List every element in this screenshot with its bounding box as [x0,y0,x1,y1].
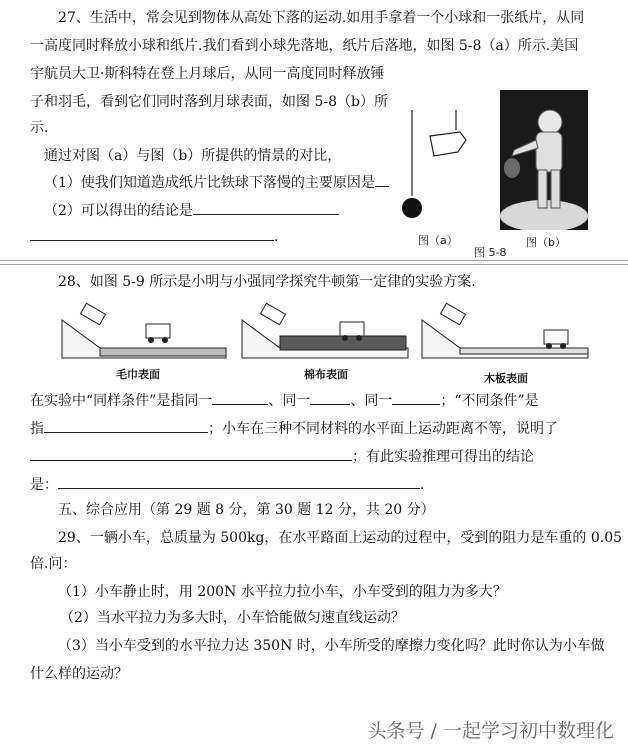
q28-line-2-c: 、同一 [350,393,393,409]
watermark: 头条号 / 一起学习初中数理化 [367,720,614,742]
q28-line-5-b: . [420,477,425,493]
q29-sub-3b: 什么样的运动？ [30,666,128,682]
q28-blank-6[interactable] [58,474,420,489]
q27-line-9-end: . [274,229,279,245]
q28-line-5 [30,474,424,495]
fig-5-8-caption: 图 5-8 [474,246,507,259]
q27-line-2: 一高度同时释放小球和纸片.我们看到小球先落地，纸片后落地，如图 5-8（a）所示.美国 [30,38,579,54]
q29-sub-1: （1）小车静止时，用 200N 水平拉力拉小车，小车受到的阻力为多大？ [58,584,507,600]
figure-5-8a [398,100,500,250]
q27-sub2-blank[interactable] [193,200,339,215]
q28-blank-1[interactable] [212,390,268,405]
q28-line-3 [30,418,558,439]
q28-line-2 [30,390,539,411]
surface-label-board: 木板表面 [484,372,528,385]
q27-sub1-blank[interactable] [375,172,389,187]
hammer-feather [504,158,520,178]
figure-5-8b [500,90,588,230]
q27-line-4: 子和羽毛，看到它们同时落到月球表面，如图 5-8（b）所 [30,94,388,110]
paper-sheet [430,132,466,156]
q27-line-8 [44,200,339,221]
q29-sub-3a: （3）当小车受到的水平拉力达 350N 时，小车所受的摩擦力变化吗？此时你认为小车做 [58,638,605,654]
q27-line-7 [44,172,389,193]
q28-blank-4[interactable] [44,418,208,433]
q28-blank-2[interactable] [310,390,350,405]
q29-line-2: 倍.问： [30,556,77,572]
ball [402,198,422,218]
q27-line-5: 示. [30,120,49,136]
q27-line-9 [30,226,278,247]
q29-sub-2: （2）当水平拉力为多大时，小车恰能做匀速直线运动？ [60,610,405,626]
fig-b-label: 图（b） [526,236,566,249]
q27-sub2-blank-cont[interactable] [30,226,274,241]
ramp-board [420,300,590,360]
ramp-towel [60,300,228,360]
q27-line-1: 27、生活中，常会见到物体从高处下落的运动.如用手拿着一个小球和一张纸片，从同 [58,10,585,26]
q28-line-4 [30,446,534,467]
q28-line-5-a: 是： [30,477,58,493]
page-separator [0,258,628,268]
q27-line-6: 通过对图（a）与图（b）所提供的情景的对比， [44,148,342,164]
q28-blank-3[interactable] [392,390,440,405]
section-5-heading: 五、综合应用（第 29 题 8 分，第 30 题 12 分，共 20 分） [58,502,435,518]
q27-line-3: 宇航员大卫·斯科特在登上月球后，从同一高度同时释放锤 [30,66,385,82]
q28-line-3-a: 指 [30,421,44,437]
q28-line-3-b: ；小车在三种不同材料的水平面上运动距离不等，说明了 [208,421,558,437]
q28-line-4-a: ；有此实验推理可得出的结论 [352,449,534,465]
q28-line-2-d: ；“不同条件”是 [440,393,539,409]
q29-line-1: 29、一辆小车，总质量为 500kg，在水平路面上运动的过程中，受到的阻力是车重的 0.05 [58,530,623,546]
fig-a-label: 图（a） [418,234,458,247]
q27-sub2-text: （2）可以得出的结论是 [44,203,193,219]
q28-line-2-b: 、同一 [268,393,311,409]
q27-sub1-text: （1）使我们知道造成纸片比铁球下落慢的主要原因是 [44,175,375,191]
surface-label-cotton: 棉布表面 [304,368,348,381]
q28-blank-5[interactable] [30,446,352,461]
q28-line-1: 28、如图 5-9 所示是小明与小强同学探究牛顿第一定律的实验方案. [58,274,476,290]
ramp-cotton [240,300,410,360]
q28-line-2-a: 在实验中“同样条件”是指同一 [30,393,213,409]
surface-label-towel: 毛巾表面 [116,368,160,381]
